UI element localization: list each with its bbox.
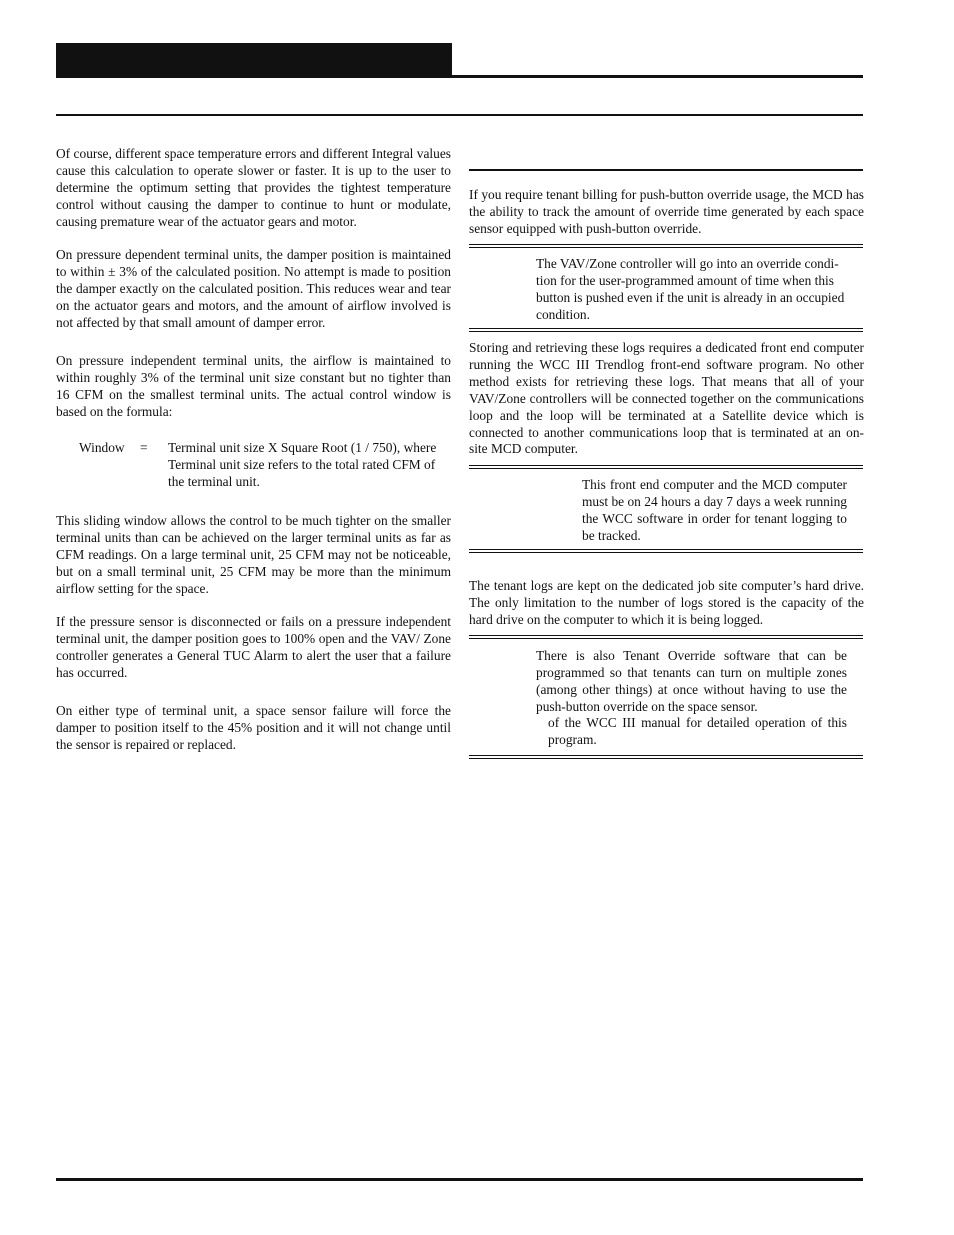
note2-rule-bottom-2 (469, 552, 863, 553)
note-2: This front end computer and the MCD computer must be on 24 hours a day 7 days a week running the WCC software in order for tenant logging to be tracked. (582, 477, 847, 543)
left-column (56, 146, 451, 231)
note-3-line-1: There is also Tenant Override software that can be programmed so that tenants can turn on multiple zones (among other things) at once without having to use the push-button override on the space sensor. (536, 648, 847, 714)
note1-rule-bottom-2 (469, 331, 863, 332)
note3-rule-top-2 (469, 638, 863, 639)
left-paragraph-4: This sliding window allows the control to be much tighter on the smaller terminal units than can be achieved on the larger terminal units as far as CFM readings. On a large terminal unit, 25 CFM may not be noticeable, but on a small terminal unit, 25 CFM may be more than the minimum airflow setting for the space. (56, 513, 451, 596)
note-3-line-2: of the WCC III manual for detailed operation of this program. (548, 715, 847, 747)
left-paragraph-2: On pressure dependent terminal units, the damper position is maintained to within ± 3% of the calculated position. No attempt is made to position the damper exactly on the calculated position. This reduces wear and tear on the actuator gears and motors, and the amount of airflow involved is not affected by that small amount of damper error. (56, 247, 451, 330)
header-rule-top (452, 75, 863, 78)
right-paragraph-3-box (469, 578, 864, 629)
formula-label: Window (79, 440, 125, 455)
formula-text: Terminal unit size X Square Root (1 / 750), where Terminal unit size refers to the total rated CFM of the terminal unit. (168, 440, 437, 489)
right-paragraph-1: If you require tenant billing for push-button override usage, the MCD has the ability to track the amount of override time generated by each space sensor equipped with push-button override. (469, 187, 864, 236)
header-rule-bottom (56, 114, 863, 116)
left-paragraph-6: On either type of terminal unit, a space sensor failure will force the damper to position itself to the 45% position and it will not change until the sensor is repaired or replaced. (56, 703, 451, 752)
note3-rule-top (469, 635, 863, 636)
footer-rule (56, 1178, 863, 1181)
right-paragraph-1-box (469, 187, 864, 238)
note1-rule-top-2 (469, 247, 863, 248)
note2-rule-top (469, 465, 863, 466)
left-paragraph-6-box (56, 703, 451, 754)
note-1: The VAV/Zone controller will go into an override condition for the user-programmed amount of time when this button is pushed even if the unit is already in an occupied condition. (536, 256, 845, 322)
formula-equals: = (140, 440, 148, 455)
left-paragraph-1: Of course, different space temperature errors and different Integral values cause this calculation to operate slower or faster. It is up to the user to determine the optimum setting that provides the tightest temperature control without causing the damper to continue to hunt or modulate, causing premature wear of the actuator gears and motor. (56, 146, 451, 229)
note2-rule-bottom (469, 549, 863, 550)
left-paragraph-3: On pressure independent terminal units, the airflow is maintained to within roughly 3% of the terminal unit size constant but no tighter than 16 CFM on the smallest terminal units. The actual control window is based on the formula: (56, 353, 451, 419)
note3-rule-bottom (469, 755, 863, 756)
right-paragraph-2: Storing and retrieving these logs requires a dedicated front end computer running the WCC III Trendlog front-end software program. No other method exists for retrieving these logs. That means that all of your VAV/Zone controllers will be connected together on the communications loop and the loop will be terminated at a Satellite device which is connected to another communications loop that is terminated at an on-site MCD computer. (469, 340, 864, 457)
right-paragraph-2-box (469, 340, 864, 458)
left-paragraph-4-box (56, 513, 451, 598)
right-paragraph-3: The tenant logs are kept on the dedicated job site computer’s hard drive. The only limitation to the number of logs stored is the capacity of the hard drive on the computer to which it is being logged. (469, 578, 864, 627)
left-paragraph-2-box (56, 247, 451, 332)
section-rule (469, 169, 863, 171)
note3-rule-bottom-2 (469, 758, 863, 759)
note2-rule-top-2 (469, 468, 863, 469)
left-paragraph-3-box (56, 353, 451, 421)
left-paragraph-5-box (56, 614, 451, 682)
header-bar (56, 43, 452, 78)
note1-rule-top (469, 244, 863, 245)
left-paragraph-5: If the pressure sensor is disconnected or fails on a pressure independent terminal unit, the damper position goes to 100% open and the VAV/ Zone controller generates a General TUC Alarm to alert the user that a failure has occurred. (56, 614, 451, 680)
note1-rule-bottom (469, 328, 863, 329)
